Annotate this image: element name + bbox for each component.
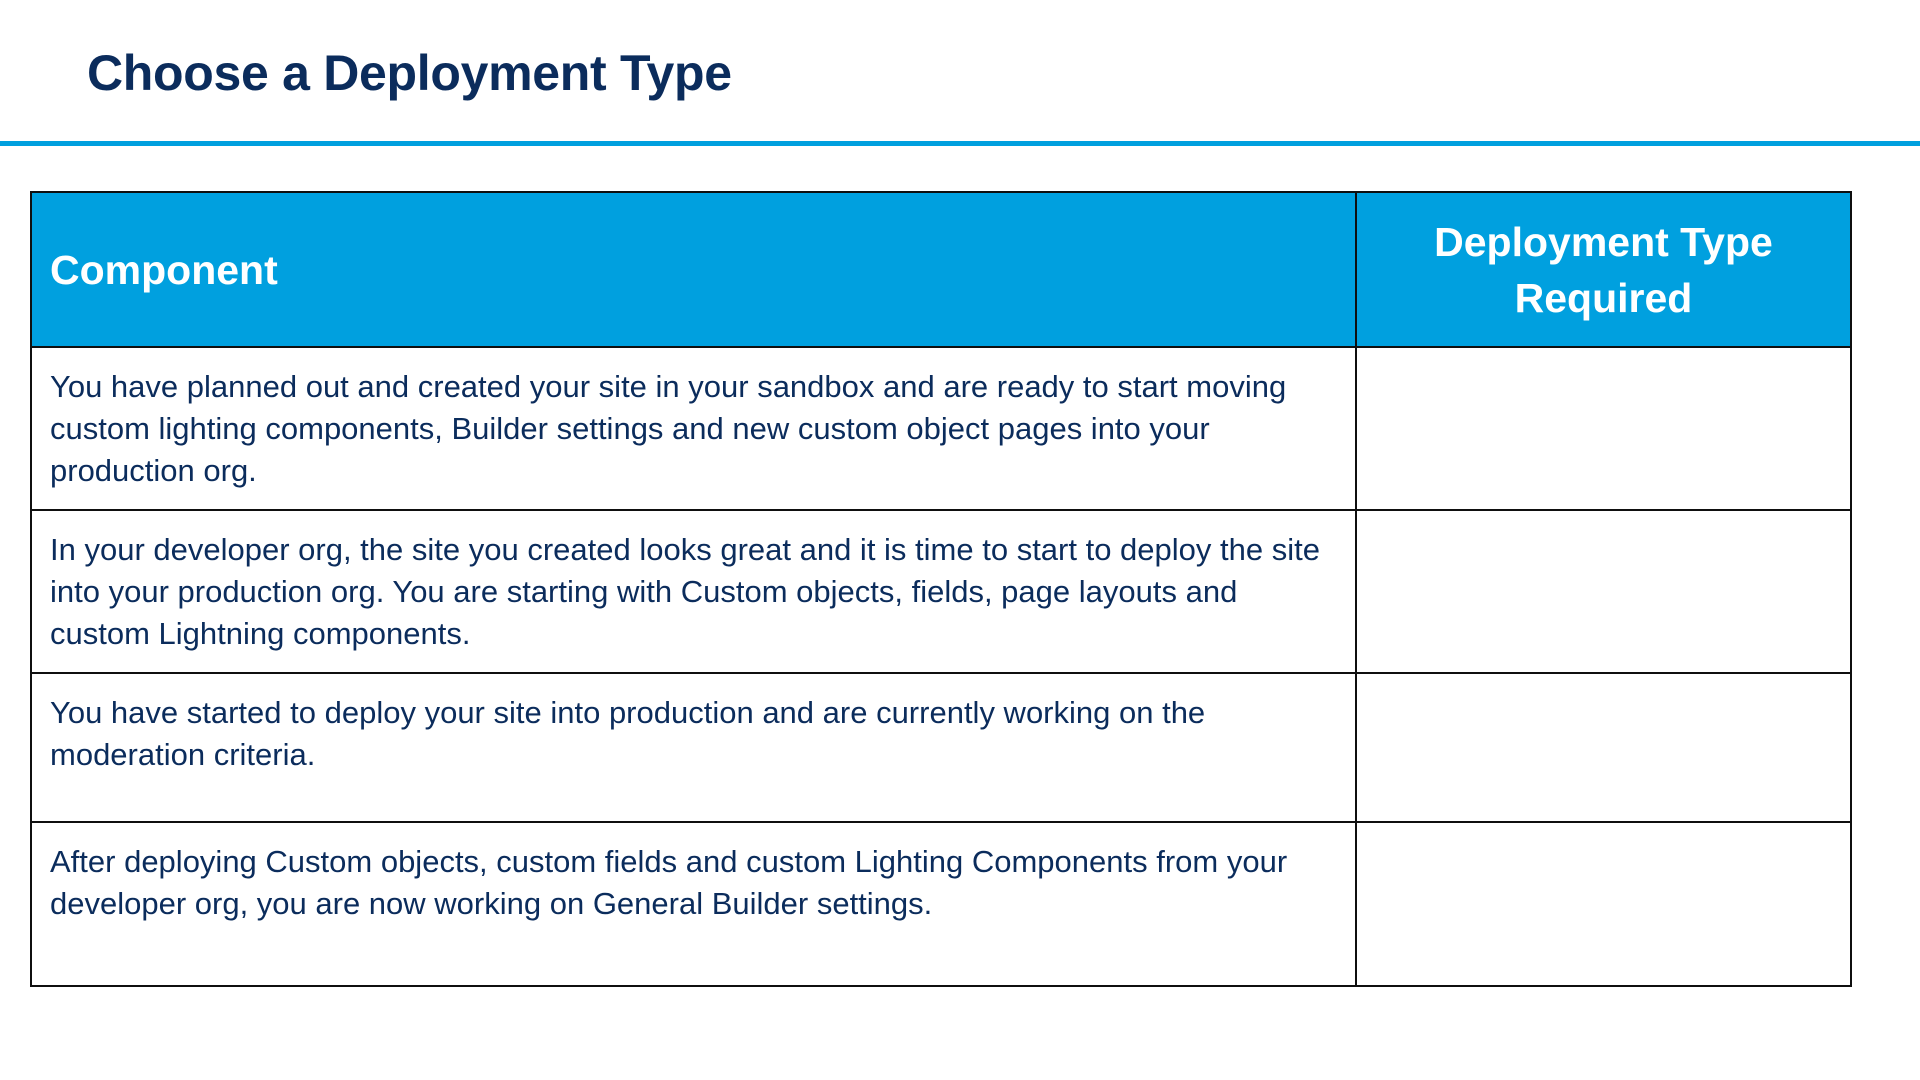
component-column-header: Component [31,192,1356,347]
table-row [31,510,1851,673]
deployment-type-cell[interactable] [1356,673,1851,822]
page-title: Choose a Deployment Type [87,45,732,101]
table-row [31,347,1851,510]
component-cell: You have started to deploy your site into production and are currently working on the moderation criteria. [31,673,1356,822]
table-header-row [31,192,1851,347]
deployment-type-table [30,191,1852,987]
table-row [31,673,1851,822]
table-row [31,822,1851,986]
deployment-type-cell[interactable] [1356,510,1851,673]
title-divider [0,141,1920,146]
deployment-type-cell[interactable] [1356,347,1851,510]
deployment-type-column-header: Deployment Type Required [1356,192,1851,347]
component-cell: In your developer org, the site you created looks great and it is time to start to deploy the site into your production org. You are starting with Custom objects, fields, page layouts and custom Lightning components. [31,510,1356,673]
component-cell: You have planned out and created your site in your sandbox and are ready to start moving custom lighting components, Builder settings and new custom object pages into your production org. [31,347,1356,510]
component-cell: After deploying Custom objects, custom fields and custom Lighting Components from your developer org, you are now working on General Builder settings. [31,822,1356,986]
deployment-type-cell[interactable] [1356,822,1851,986]
